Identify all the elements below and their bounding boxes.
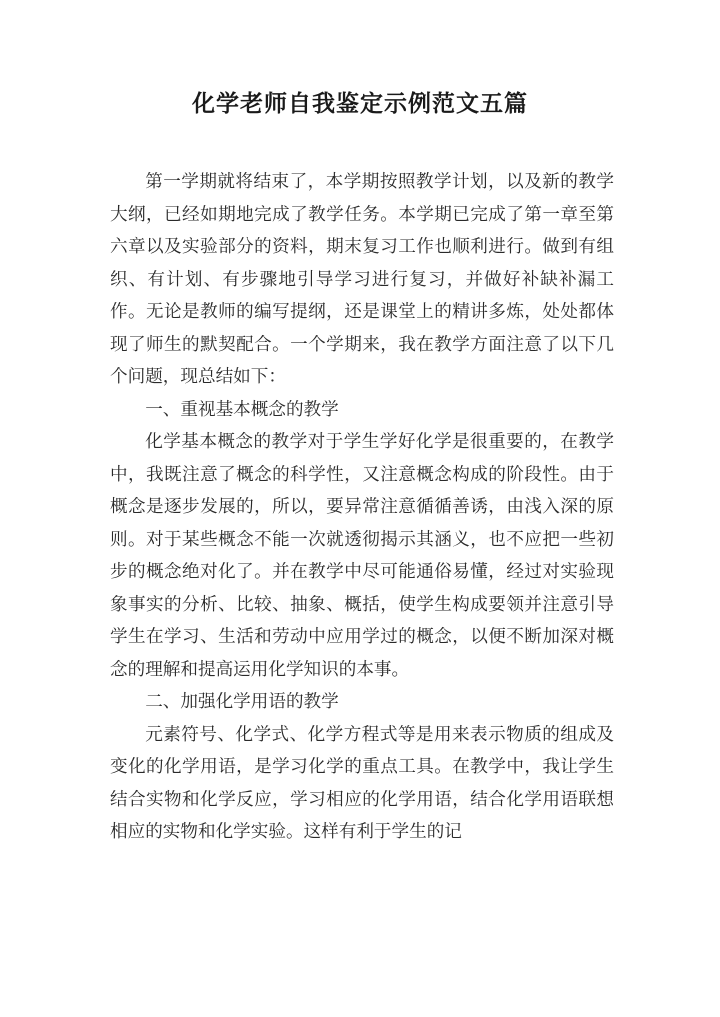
section-heading-1: 一、重视基本概念的教学	[145, 399, 339, 420]
section-heading-2: 二、加强化学用语的教学	[145, 692, 339, 712]
document-body	[110, 166, 614, 849]
paragraph-section-2: 元素符号、化学式、化学方程式等是用来表示物质的组成及变化的化学用语，是学习化学的重点工具。在教学中，我让学生结合实物和化学反应，学习相应的化学用语，结合化学用语联想相应的实物和化学实验。这样有利于学生的记	[110, 724, 614, 842]
paragraph-intro: 第一学期就将结束了，本学期按照教学计划，以及新的教学大纲，已经如期地完成了教学任务。本学期已完成了第一章至第六章以及实验部分的资料，期末复习工作也顺利进行。做到有组织、有计划、有步骤地引导学习进行复习，并做好补缺补漏工作。无论是教师的编写提纲，还是课堂上的精讲多炼，处处都体现了师生的默契配合。一个学期来，我在教学方面注意了以下几个问题，现总结如下：	[110, 172, 614, 387]
document-title: 化学老师自我鉴定示例范文五篇	[192, 90, 528, 117]
paragraph-section-1: 化学基本概念的教学对于学生学好化学是很重要的，在教学中，我既注意了概念的科学性，又注意概念构成的阶段性。由于概念是逐步发展的，所以，要异常注意循循善诱，由浅入深的原则。对于某些概念不能一次就透彻揭示其涵义，也不应把一些初步的概念绝对化了。并在教学中尽可能通俗易懂，经过对实验现象事实的分析、比较、抽象、概括，使学生构成要领并注意引导学生在学习、生活和劳动中应用学过的概念，以便不断加深对概念的理解和提高运用化学知识的本事。	[110, 432, 614, 680]
